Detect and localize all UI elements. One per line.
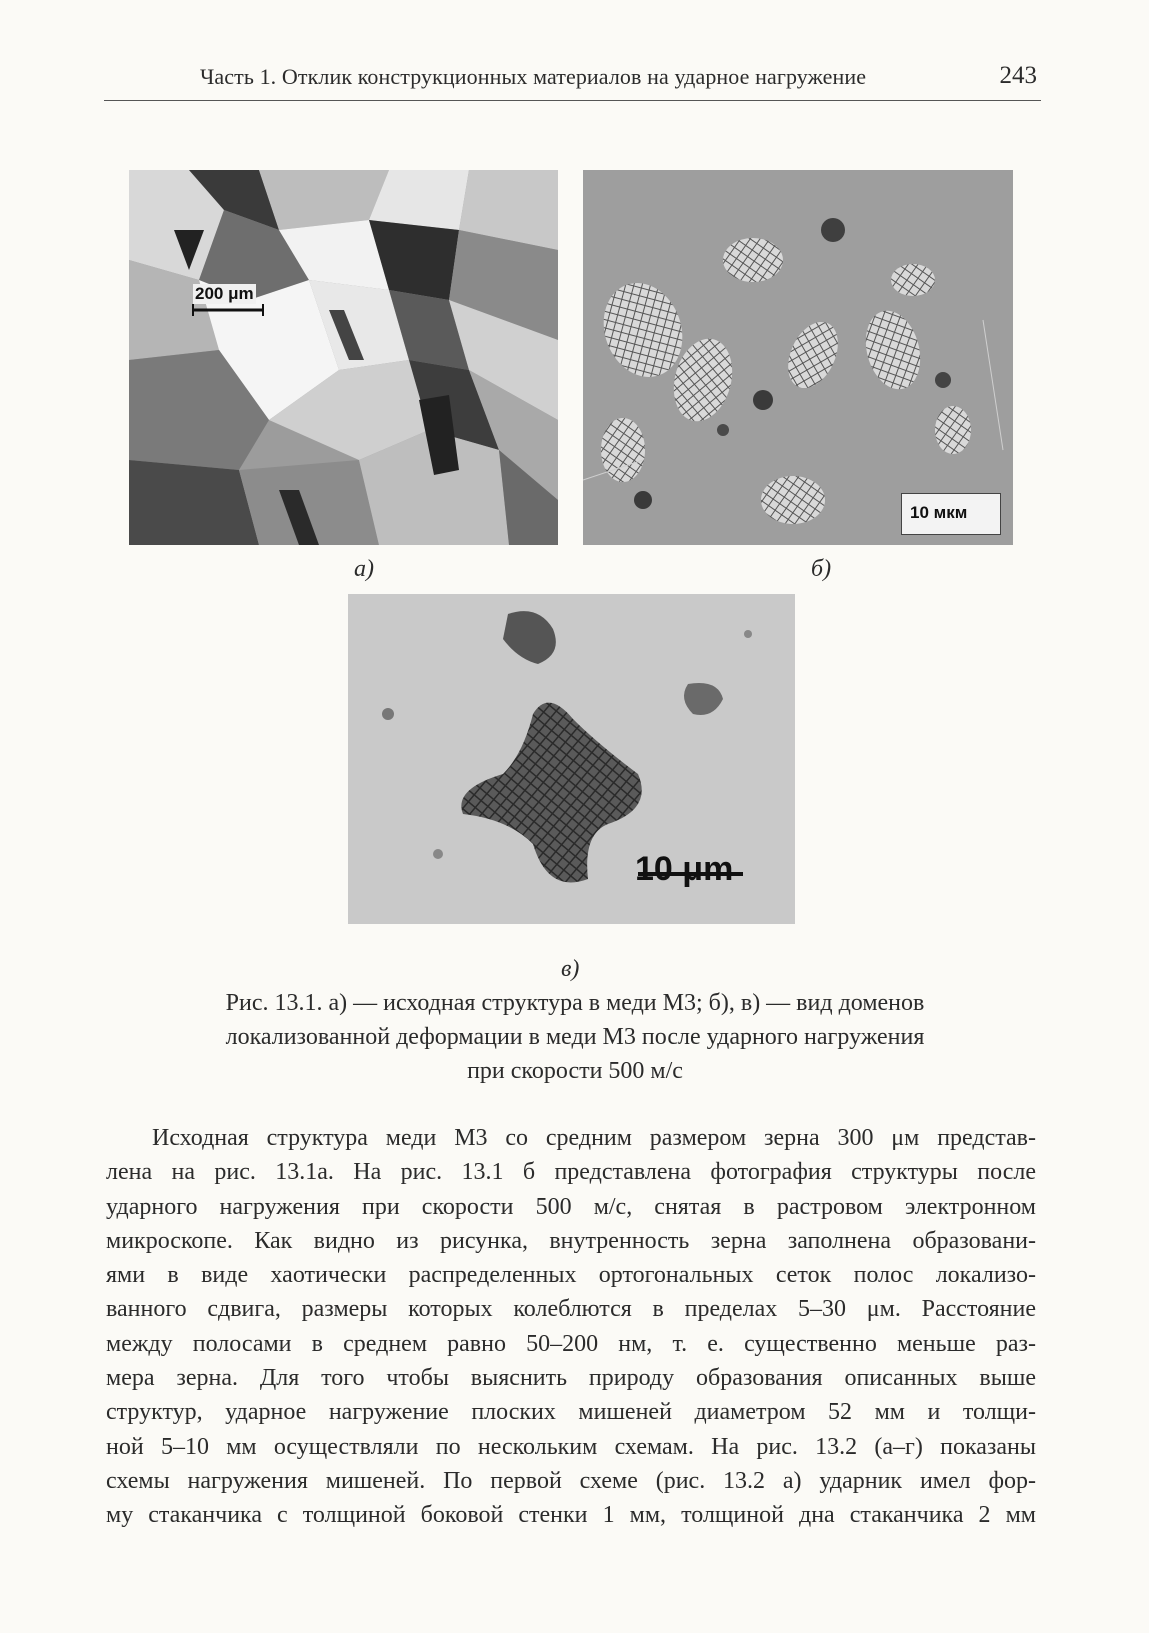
micrograph-c <box>348 594 795 924</box>
body-line: ударного нагружения при скорости 500 м/с, снятая в растровом электронном <box>106 1193 1036 1220</box>
body-line: между полосами в среднем равно 50–200 нм, т. е. существенно меньше раз- <box>106 1330 1036 1357</box>
body-line: ной 5–10 мм осуществляли по нескольким схемам. На рис. 13.2 (а–г) показаны <box>106 1433 1036 1460</box>
caption-line: при скорости 500 м/с <box>467 1058 683 1084</box>
body-paragraph <box>106 1121 1036 1533</box>
caption-line: локализованной деформации в меди М3 после ударного нагружения <box>225 1024 925 1050</box>
body-line: мера зерна. Для того чтобы выяснить природу образования описанных выше <box>106 1365 1036 1392</box>
running-header <box>104 58 1041 101</box>
body-line: ями в виде хаотически распределенных ортогональных сеток полос локализо- <box>106 1262 1036 1289</box>
scale-box-b <box>901 493 1001 535</box>
scale-label-c: 10 μm <box>635 850 734 888</box>
header-title: Часть 1. Отклик конструкционных материалов на ударное нагружение <box>200 64 867 89</box>
scale-label-a: 200 μm <box>195 284 254 303</box>
figure-caption <box>130 986 1020 1088</box>
body-line: му стаканчика с толщиной боковой стенки 1 мм, толщиной дна стаканчика 2 мм <box>106 1502 1036 1529</box>
micrograph-a <box>129 170 558 545</box>
figure-label-c: в) <box>561 956 580 982</box>
body-line: ванного сдвига, размеры которых колеблются в пределах 5–30 μм. Расстояние <box>106 1296 1036 1323</box>
page-number: 243 <box>999 62 1037 89</box>
body-line: схемы нагружения мишеней. По первой схеме (рис. 13.2 а) ударник имел фор- <box>106 1467 1036 1494</box>
figure-label-b: б) <box>811 556 832 582</box>
body-line: лена на рис. 13.1а. На рис. 13.1 б представлена фотография структуры после <box>106 1159 1036 1186</box>
grain-structure-image <box>129 170 558 545</box>
micrograph-b <box>583 170 1013 545</box>
body-line: Исходная структура меди М3 со средним размером зерна 300 μм представ- <box>152 1125 1036 1151</box>
figure-label-a: а) <box>354 556 374 582</box>
scale-label-b: 10 мкм <box>910 503 968 522</box>
body-line: микроскопе. Как видно из рисунка, внутренность зерна заполнена образовани- <box>106 1227 1036 1254</box>
sem-image <box>583 170 1013 545</box>
caption-line: Рис. 13.1. а) — исходная структура в меди М3; б), в) — вид доменов <box>225 990 925 1016</box>
body-line: структур, ударное нагружение плоских мишеней диаметром 52 мм и толщи- <box>106 1399 1036 1426</box>
